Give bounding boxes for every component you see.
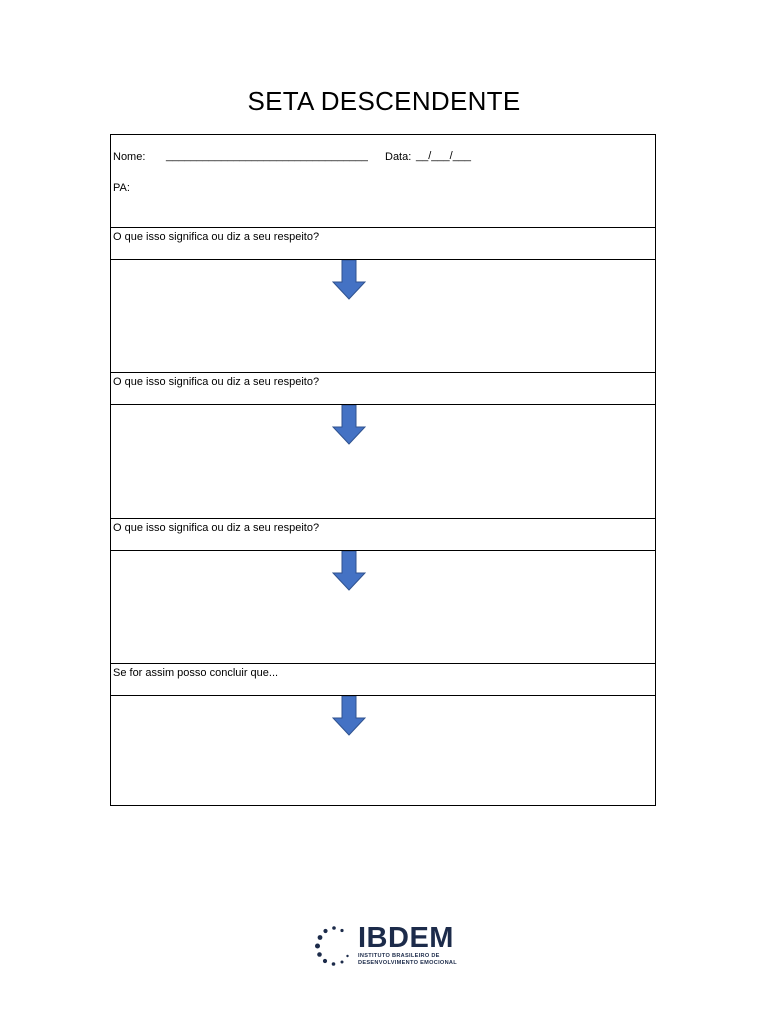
dotted-circle-icon: [314, 924, 354, 968]
question-row: [111, 227, 655, 259]
date-field[interactable]: __/___/___: [416, 150, 472, 162]
logo-subtitle-1: INSTITUTO BRASILEIRO DE: [358, 953, 440, 959]
logo-subtitle-2: DESENVOLVIMENTO EMOCIONAL: [358, 960, 457, 966]
down-arrow-shape: [333, 696, 365, 735]
name-label: Nome:: [113, 151, 146, 163]
down-arrow-icon: [332, 260, 366, 300]
answer-box[interactable]: [111, 695, 655, 805]
header-block: [111, 135, 655, 227]
worksheet-form: [110, 134, 656, 806]
question-row: [111, 372, 655, 404]
logo-name: IBDEM: [358, 922, 454, 954]
down-arrow-shape: [333, 551, 365, 590]
page-title: SETA DESCENDENTE: [247, 86, 521, 116]
date-label: Data:: [385, 151, 412, 163]
conclusion-text: Se for assim posso concluir que...: [113, 667, 279, 679]
down-arrow-icon: [332, 696, 366, 736]
down-arrow-icon: [332, 551, 366, 591]
down-arrow-shape: [333, 260, 365, 299]
ibdem-logo: [314, 924, 456, 968]
question-row: [111, 518, 655, 550]
question-text: O que isso significa ou diz a seu respeito?: [113, 522, 320, 534]
pa-label: PA:: [113, 182, 130, 194]
down-arrow-icon: [332, 405, 366, 445]
question-text: O que isso significa ou diz a seu respeito?: [113, 231, 320, 243]
answer-box[interactable]: [111, 550, 655, 663]
question-text: O que isso significa ou diz a seu respeito?: [113, 376, 320, 388]
down-arrow-shape: [333, 405, 365, 444]
conclusion-row: [111, 663, 655, 695]
answer-box[interactable]: [111, 259, 655, 372]
answer-box[interactable]: [111, 404, 655, 518]
name-field[interactable]: _________________________________: [166, 150, 368, 162]
